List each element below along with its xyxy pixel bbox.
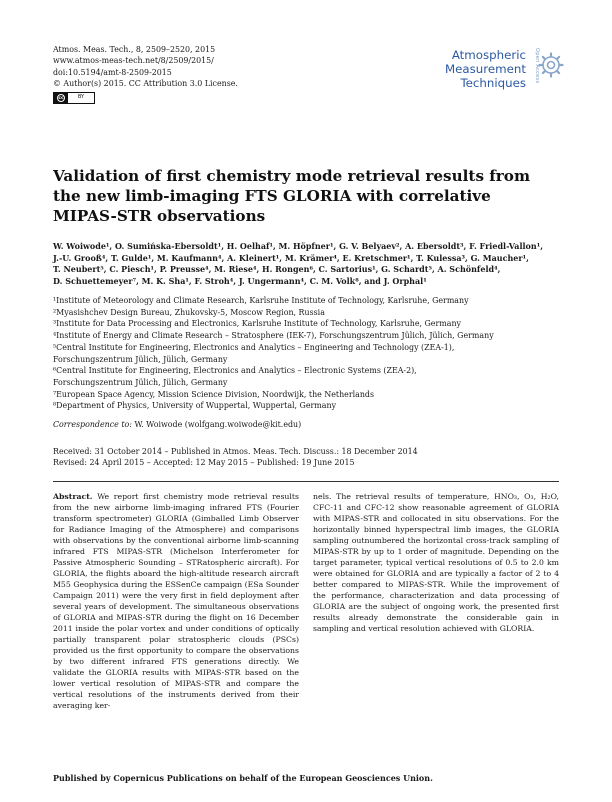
journal-name-line1: Atmospheric <box>451 48 526 62</box>
citation-block <box>53 44 238 104</box>
author-line: W. Woiwode¹, O. Sumińska-Ebersoldt¹, H. Oelhaf¹, M. Höpfner¹, G. V. Belyaev², A. Ebersoldt³, F. Friedl-Vallon¹, <box>53 241 543 251</box>
correspondence <box>53 420 563 429</box>
correspondence-label: Correspondence to: <box>53 420 132 429</box>
article-url[interactable]: www.atmos-meas-tech.net/8/2509/2015/ <box>53 56 214 66</box>
journal-logo <box>416 44 564 98</box>
affiliation-line: ⁴Institute of Energy and Climate Research – Stratosphere (IEK-7), Forschungszentrum Jülich, Jülich, Germany <box>53 331 494 341</box>
affiliation-line: ⁵Central Institute for Engineering, Electronics and Analytics – Engineering and Technology (ZEA-1), <box>53 342 455 352</box>
author-line: D. Schuettemeyer⁷, M. K. Sha¹, F. Stroh⁴, J. Ungermann⁴, C. M. Volk⁸, and J. Orphal¹ <box>53 275 427 286</box>
gear-globe-icon <box>538 52 564 78</box>
abstract-text-left: We report first chemistry mode retrieval results from the new airborne limb-imaging infrared FTS (Fourier transform spectrometer) GLORIA (Gimballed Limb Observer for Radiance Imaging of the Atmosphere) and comparisons with observations by the conventional airborne limb-scanning infrared FTS MIPAS-STR (Michelson Interferometer for Passive Atmospheric Sounding – STRatospheric aircraft). For GLORIA, the flights aboard the high-altitude research aircraft M55 Geophysica during the ESSenCe campaign (ESa Sounder Campaign 2011) were the very first in field deployment after several years of development. The simultaneous observations of GLORIA and MIPAS-STR during the flight on 16 December 2011 inside the polar vortex and under conditions of optically partially transparent polar stratospheric clouds (PSCs) provided us the first opportunity to compare the observations by two different infrared FTS generations directly. We validate the GLORIA results with MIPAS-STR based on the lower vertical resolution of MIPAS-STR and compare the vertical resolutions of the instruments derived from their averaging ker- <box>53 492 299 710</box>
affiliation-line: ⁸Department of Physics, University of Wuppertal, Wuppertal, Germany <box>53 401 337 411</box>
publisher-footer: Published by Copernicus Publications on behalf of the European Geosciences Union. <box>53 773 433 783</box>
section-divider <box>53 481 559 482</box>
journal-name-line3: Techniques <box>460 76 526 90</box>
journal-name-line2: Measurement <box>445 62 526 76</box>
affiliation-line: ⁷European Space Agency, Mission Science Division, Noordwijk, the Netherlands <box>53 389 375 399</box>
publication-dates <box>53 446 563 468</box>
author-line: T. Neubert⁵, C. Piesch¹, P. Preusse⁴, M. Riese⁴, H. Rongen⁶, C. Sartorius¹, G. Schardt⁵, A. Schönfeld⁴, <box>53 264 501 275</box>
affiliation-line: ¹Institute of Meteorology and Climate Research, Karlsruhe Institute of Technology, Karlsruhe, Germany <box>53 296 469 305</box>
affiliation-line: ⁶Central Institute for Engineering, Electronics and Analytics – Electronic Systems (ZEA-2), <box>53 366 417 376</box>
license-text: © Author(s) 2015. CC Attribution 3.0 License. <box>53 79 238 89</box>
cc-badge-label: BY <box>77 93 85 100</box>
correspondence-contact[interactable]: W. Woiwode (wolfgang.woiwode@kit.edu) <box>134 420 302 429</box>
abstract-text-right: nels. The retrieval results of temperature, HNO₃, O₃, H₂O, CFC-11 and CFC-12 show reasonable agreement of GLORIA with MIPAS-STR and collocated in situ observations. For the horizontally binned hyperspectral limb images, the GLORIA sampling outnumbered the horizontal cross-track sampling of MIPAS-STR by up to 1 order of magnitude. Depending on the target parameter, typical vertical resolutions of 0.5 to 2.0 km were obtained for GLORIA and are typically a factor of 2 to 4 better compared to MIPAS-STR. While the improvement of the performance, characterization and data processing of GLORIA are the subject of ongoing work, the presented first results already demonstrate the considerable gain in sampling and vertical resolution achieved with GLORIA. <box>313 492 559 633</box>
open-access-label: Open Access <box>534 48 540 84</box>
cc-icon: cc <box>58 95 64 101</box>
paper-title: Validation of first chemistry mode retrieval results from the new limb-imaging FTS GLORIA with correlative MIPAS-STR observations <box>53 167 531 225</box>
affiliation-line: Forschungszentrum Jülich, Jülich, Germany <box>53 354 228 364</box>
affiliation-line: ³Institute for Data Processing and Electronics, Karlsruhe Institute of Technology, Karlsruhe, Germany <box>53 319 461 329</box>
received-dates: Received: 31 October 2014 – Published in Atmos. Meas. Tech. Discuss.: 18 December 2014 <box>53 447 418 456</box>
citation: Atmos. Meas. Tech., 8, 2509–2520, 2015 <box>53 45 216 54</box>
revised-dates: Revised: 24 April 2015 – Accepted: 12 May 2015 – Published: 19 June 2015 <box>53 458 355 468</box>
affiliation-list <box>53 295 563 412</box>
abstract-column-right <box>313 491 559 634</box>
affiliation-line: ²Myasishchev Design Bureau, Zhukovsky-5, Moscow Region, Russia <box>53 307 325 317</box>
abstract-label: Abstract. <box>53 492 93 501</box>
abstract-column-left <box>53 491 299 711</box>
affiliation-line: Forschungszentrum Jülich, Jülich, Germany <box>53 377 228 387</box>
cc-license-badge[interactable] <box>53 92 95 104</box>
doi[interactable]: doi:10.5194/amt-8-2509-2015 <box>53 67 172 77</box>
author-line: J.-U. Grooß⁴, T. Gulde¹, M. Kaufmann⁴, A. Kleinert¹, M. Krämer⁴, E. Kretschmer¹, T. Kulessa³, G. Maucher¹, <box>53 252 529 263</box>
author-list <box>53 241 563 287</box>
